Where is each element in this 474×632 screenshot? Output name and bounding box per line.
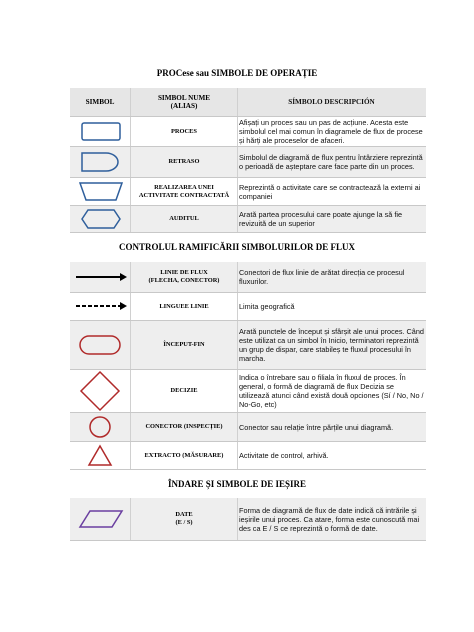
symbol-description: Limita geografică <box>239 302 295 311</box>
symbol-name: CONECTOR (INSPECȚIE) <box>130 413 238 441</box>
symbol-name: LINIE DE FLUX (FLECHA, CONECTOR) <box>130 262 238 292</box>
table-row <box>70 321 426 370</box>
rounded-terminal-icon <box>70 321 130 369</box>
symbol-description: Arată punctele de început și sfârșit ale unui proces. Când este utilizat ca un simbol în Inicio, terminatori reprezintă un grup de dispar, care stabileș te fluxul procesului în marcha. <box>239 327 424 363</box>
circle-connector-icon <box>70 413 130 441</box>
symbol-description: Indica o întrebare sau o filiala în fluxul de proces. În general, o formă de diagramă de flux Decizia se utilizează atunci când există două opciones (Sí / No, No / No-Go, etc) <box>239 373 424 409</box>
symbol-name: ÎNCEPUT-FIN <box>130 321 238 369</box>
header-symbol: SIMBOL <box>85 98 115 106</box>
table-row <box>70 147 426 178</box>
table-header-row <box>70 88 426 117</box>
symbol-description: Afișați un proces sau un pas de acțiune. Acesta este simbolul cel mai comun în diagramele de flux de procese și hărți ale proceselor de afaceri. <box>239 118 423 145</box>
section-title-operations: PROCese sau SIMBOLE DE OPERAȚIE <box>156 68 318 78</box>
table-row <box>70 413 426 442</box>
header-description: SÍMBOLO DESCRIPCIÓN <box>288 97 375 106</box>
symbol-name: REALIZAREA UNEI ACTIVITATE CONTRACTATĂ <box>130 178 238 205</box>
hexagon-icon <box>70 206 130 232</box>
symbol-description: Forma de diagramă de flux de date indică că intrările și ieșirile unui proces. Ca atare, forma este cunoscută mai des ca E / S ce reprezintă o formă de date. <box>239 505 420 533</box>
triangle-extract-icon <box>70 442 130 469</box>
table-row <box>70 178 426 206</box>
dashed-arrow-icon <box>70 293 130 320</box>
table-row <box>70 293 426 321</box>
symbol-description: Conectori de flux linie de arătat direcția ce procesul fluxurilor. <box>239 268 405 286</box>
parallelogram-data-icon <box>70 498 130 540</box>
header-symbol-name: SIMBOL NUME (ALIAS) <box>130 88 238 116</box>
symbol-description: Conector sau relație între părțile unui diagramă. <box>239 422 394 432</box>
symbol-description: Arată partea procesului care poate ajunge la să fie revizuită de un superior <box>239 210 403 228</box>
table-row <box>70 370 426 413</box>
symbol-name: DATE (E / S) <box>130 498 238 540</box>
symbol-description: Reprezintă o activitate care se contractează la externi ai companiei <box>239 182 421 201</box>
table-row <box>70 442 426 470</box>
symbol-description: Simbolul de diagramă de flux pentru întârziere reprezintă o perioadă de așteptare care face parte din un proces. <box>239 153 423 171</box>
symbol-name: PROCES <box>130 117 238 146</box>
section-title-input-output: ÎNDARE ȘI SIMBOLE DE IEȘIRE <box>167 479 307 489</box>
table-row <box>70 206 426 233</box>
symbol-name: AUDITUL <box>130 206 238 232</box>
symbol-name: RETRASO <box>130 147 238 177</box>
delay-shape-icon <box>70 147 130 177</box>
section-title-flow-control: CONTROLUL RAMIFICĂRII SIMBOLURILOR DE FLUX <box>118 242 356 252</box>
table-row <box>70 117 426 147</box>
solid-arrow-icon <box>70 262 130 292</box>
symbol-name: EXTRACTO (MĂSURARE) <box>130 442 238 469</box>
symbol-name: LINGUEE LINIE <box>130 293 238 320</box>
symbol-description: Activitate de control, arhivă. <box>239 451 329 460</box>
rectangle-process-icon <box>70 117 130 146</box>
symbol-name: DECIZIE <box>130 370 238 412</box>
trapezoid-icon <box>70 178 130 205</box>
diamond-decision-icon <box>70 370 130 412</box>
table-row <box>70 498 426 541</box>
table-row <box>70 262 426 293</box>
